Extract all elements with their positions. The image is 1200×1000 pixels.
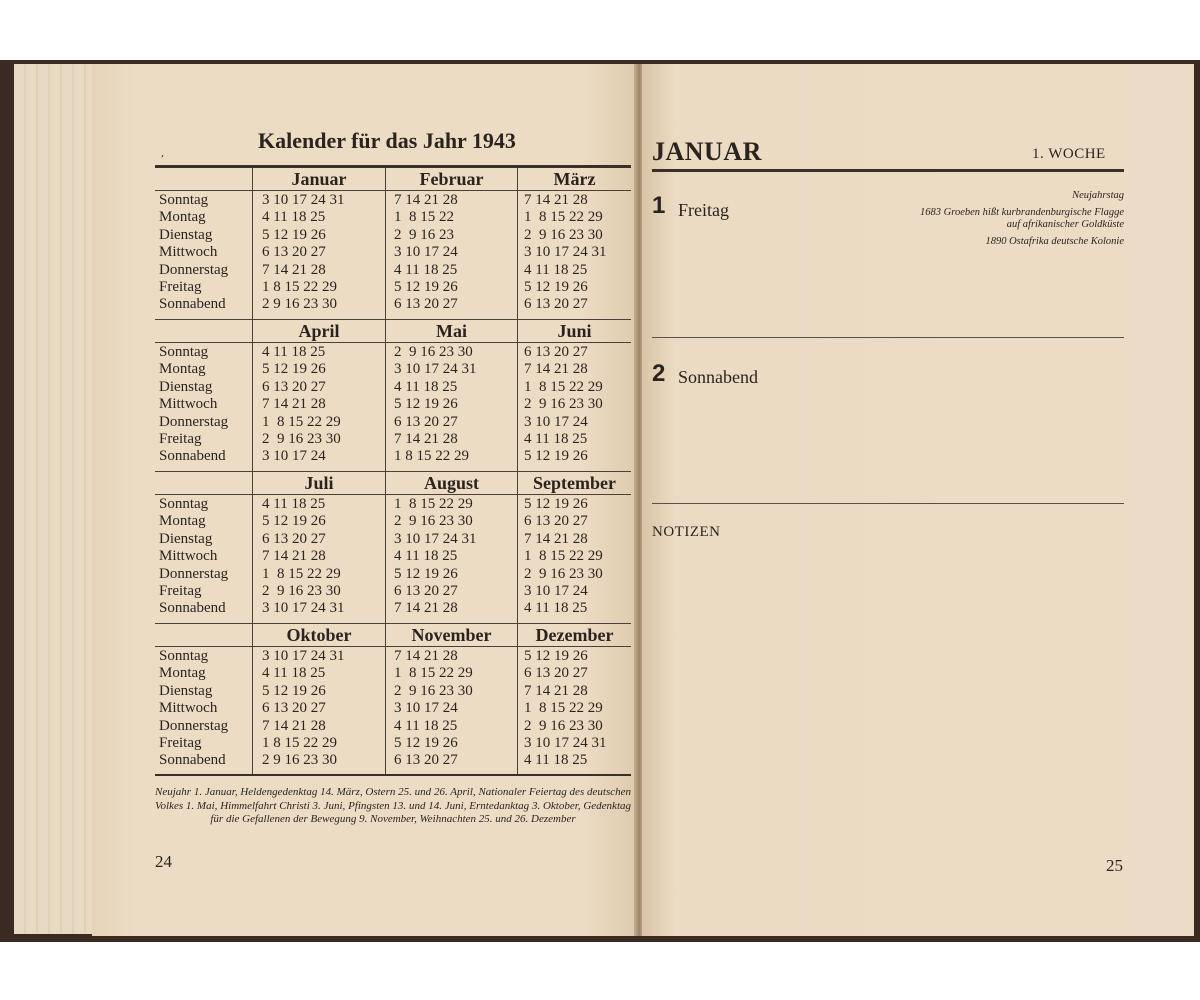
week-row: 7 14 21 28 [394,192,458,208]
week-row: 1 8 15 22 29 [262,565,341,582]
week-row: 2 9 16 23 30 [394,682,473,699]
month-name: März [553,169,596,189]
week-row: 5 12 19 26 [262,682,326,699]
weekday-label: Donnerstag [159,717,229,734]
week-row: 5 12 19 26 [524,648,588,664]
week-row: 3 10 17 24 [262,448,326,465]
weekday-label: Montag [159,209,206,226]
weekday-labels [159,344,228,466]
week-row: 1 8 15 22 [394,209,454,226]
week-row: 3 10 17 24 31 [394,361,477,378]
weekday-label: Mittwoch [159,244,218,261]
week-row: 3 10 17 24 [394,700,458,717]
week-row: 5 12 19 26 [394,279,458,296]
weekday-label: Freitag [159,431,202,448]
week-row: 4 11 18 25 [394,261,458,278]
week-row: 7 14 21 28 [524,682,588,699]
week-row: 1 8 15 22 29 [394,496,473,512]
week-row: 3 10 17 24 [394,244,458,261]
weekday-label: Dienstag [159,226,213,243]
week-row: 7 14 21 28 [262,261,326,278]
month-days [262,344,341,466]
week-row: 4 11 18 25 [262,496,326,512]
week-row: 3 10 17 24 31 [524,735,607,752]
day-number: 2 [652,360,666,387]
week-row: 6 13 20 27 [262,378,326,395]
month-name: Februar [419,169,484,189]
calendar-bottom-rule [155,774,631,776]
month-days [262,192,345,314]
week-row: 7 14 21 28 [524,530,588,547]
week-row: 4 11 18 25 [262,209,326,226]
week-row: 3 10 17 24 [524,413,588,430]
week-row: 2 9 16 23 30 [524,396,603,413]
week-row: 6 13 20 27 [262,530,326,547]
month-name: September [533,473,616,493]
day-divider [652,503,1124,504]
week-row: 6 13 20 27 [262,700,326,717]
month-days [394,344,477,466]
week-row: 2 9 16 23 [394,226,454,243]
month-name: Mai [436,321,467,341]
week-row: 4 11 18 25 [262,344,326,360]
week-row: 5 12 19 26 [524,279,588,296]
week-row: 7 14 21 28 [262,396,326,413]
weekday-label: Donnerstag [159,565,229,582]
weekday-label: Sonnabend [159,448,226,465]
week-row: 3 10 17 24 31 [394,530,477,547]
weekday-label: Montag [159,361,206,378]
week-row: 4 11 18 25 [394,378,458,395]
week-row: 4 11 18 25 [262,665,326,682]
weekday-label: Sonntag [159,648,209,664]
week-row: 2 9 16 23 30 [394,344,473,360]
weekday-label: Donnerstag [159,413,229,430]
month-name: April [298,321,340,341]
week-row: 3 10 17 24 31 [262,192,345,208]
week-row: 3 10 17 24 31 [524,244,607,261]
weekday-label: Sonnabend [159,600,226,617]
month-name: Januar [291,169,347,189]
week-row: 4 11 18 25 [524,261,588,278]
week-row: 6 13 20 27 [394,413,458,430]
weekday-label: Mittwoch [159,548,218,565]
week-row: 3 10 17 24 31 [262,600,345,617]
month-days [524,192,607,314]
weekday-label: Sonnabend [159,752,226,769]
weekday-label: Mittwoch [159,396,218,413]
week-row: 5 12 19 26 [262,226,326,243]
month-header-rule [155,646,631,647]
month-days [262,496,345,618]
month-name: Dezember [535,625,614,645]
page-edges [14,64,94,934]
week-row: 3 10 17 24 31 [262,648,345,664]
event-item: 1683 Groeben hißt kurbrandenburgische Flagge auf afrikanischer Goldküste [920,206,1124,230]
week-heading: 1. WOCHE [1032,146,1106,162]
month-name: Juni [557,321,592,341]
month-name: Juli [304,473,334,493]
month-days [524,648,607,770]
event-item: Neujahrstag [1072,190,1124,201]
week-row: 2 9 16 23 30 [262,583,341,600]
week-row: 4 11 18 25 [394,717,458,734]
week-row: 1 8 15 22 29 [394,448,469,465]
week-row: 6 13 20 27 [524,296,588,313]
weekday-label: Freitag [159,583,202,600]
weekday-labels [159,496,228,618]
weekday-label: Dienstag [159,378,213,395]
week-row: 6 13 20 27 [524,513,588,530]
week-row: 1 8 15 22 29 [262,413,341,430]
month-days [394,496,477,618]
week-row: 3 10 17 24 [524,583,588,600]
week-row: 2 9 16 23 30 [524,226,603,243]
week-row: 6 13 20 27 [524,344,588,360]
week-row: 2 9 16 23 30 [262,431,341,448]
day-name: Freitag [678,200,729,220]
week-row: 6 13 20 27 [394,296,458,313]
week-row: 1 8 15 22 29 [524,700,603,717]
weekday-label: Dienstag [159,530,213,547]
week-row: 1 8 15 22 29 [262,735,337,752]
week-row: 2 9 16 23 30 [394,513,473,530]
week-row: 7 14 21 28 [262,717,326,734]
weekday-labels [159,648,228,770]
weekday-label: Dienstag [159,682,213,699]
notes-label: NOTIZEN [652,524,721,540]
weekday-label: Montag [159,665,206,682]
week-row: 6 13 20 27 [394,752,458,769]
calendar-title: Kalender für das Jahr 1943 [258,128,516,153]
page-number-left: 24 [155,852,172,871]
page-number-right: 25 [1106,856,1123,875]
weekday-label: Montag [159,513,206,530]
week-row: 4 11 18 25 [524,752,588,769]
day-number: 1 [652,192,666,219]
week-row: 2 9 16 23 30 [524,565,603,582]
week-row: 2 9 16 23 30 [262,752,337,769]
week-row: 1 8 15 22 29 [524,209,603,226]
week-row: 6 13 20 27 [262,244,326,261]
month-days [394,648,473,770]
weekday-label: Freitag [159,279,202,296]
week-row: 6 13 20 27 [394,583,458,600]
week-row: 5 12 19 26 [394,396,458,413]
day-divider [652,337,1124,338]
week-row: 2 9 16 23 30 [262,296,337,313]
week-row: 1 8 15 22 29 [262,279,337,296]
month-header-rule [155,494,631,495]
week-row: 7 14 21 28 [394,648,458,664]
day-events [920,190,1124,252]
week-row: 4 11 18 25 [524,431,588,448]
weekday-label: Sonntag [159,496,209,512]
month-days [394,192,458,314]
week-row: 5 12 19 26 [394,565,458,582]
week-row: 7 14 21 28 [394,600,458,617]
week-row: 5 12 19 26 [524,496,588,512]
week-row: 5 12 19 26 [262,361,326,378]
week-row: 7 14 21 28 [524,192,588,208]
weekday-label: Sonnabend [159,296,226,313]
week-row: 1 8 15 22 29 [524,378,603,395]
week-row: 1 8 15 22 29 [524,548,603,565]
month-name: November [411,625,492,645]
week-row: 1 8 15 22 29 [394,665,473,682]
week-row: 4 11 18 25 [394,548,458,565]
weekday-label: Freitag [159,735,202,752]
month-days [524,496,603,618]
week-row: 6 13 20 27 [524,665,588,682]
week-row: 7 14 21 28 [262,548,326,565]
holidays-note: Neujahr 1. Januar, Heldengedenktag 14. März, Ostern 25. und 26. April, Nationaler Feiertag des deutschen Volkes 1. Mai, Himmelfahrt Christi 3. Juni, Pfingsten 13. und 14. Juni, Erntedanktag 3. Oktober, Gedenktag für die Gefallenen der Bewegung 9. November, Weihnachten 25. und 26. Dezember [155,786,631,825]
weekday-label: Mittwoch [159,700,218,717]
month-days [524,344,603,466]
week-row: 7 14 21 28 [524,361,588,378]
month-name: Oktober [286,625,352,645]
month-days [262,648,345,770]
weekday-label: Sonntag [159,192,209,208]
event-item: 1890 Ostafrika deutsche Kolonie [985,235,1124,247]
week-row: 4 11 18 25 [524,600,588,617]
month-heading: JANUAR [652,137,762,166]
weekday-labels [159,192,228,314]
month-header-rule [155,342,631,343]
heading-rule [652,169,1124,172]
weekday-label: Donnerstag [159,261,229,278]
page-mark: , [161,148,165,159]
month-header-rule [155,190,631,191]
day-name: Sonnabend [678,367,758,387]
week-row: 5 12 19 26 [394,735,458,752]
week-row: 5 12 19 26 [524,448,588,465]
week-row: 7 14 21 28 [394,431,458,448]
week-row: 2 9 16 23 30 [524,717,603,734]
week-row: 5 12 19 26 [262,513,326,530]
weekday-label: Sonntag [159,344,209,360]
month-name: August [423,473,480,493]
